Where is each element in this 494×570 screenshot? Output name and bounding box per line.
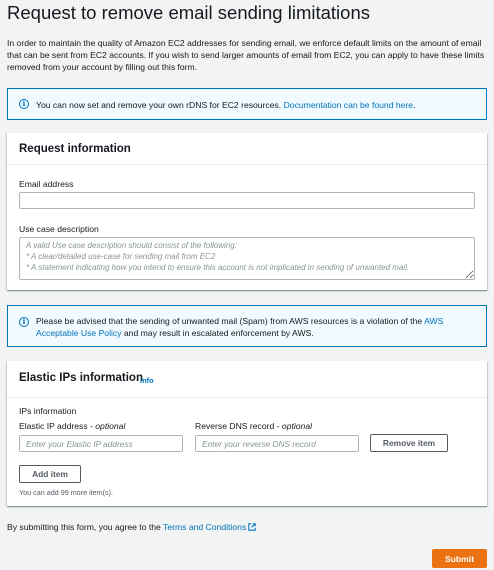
elastic-panel-header	[7, 361, 487, 398]
info-icon: i	[19, 317, 29, 327]
page-title: Request to remove email sending limitations	[7, 2, 370, 23]
elastic-info-link[interactable]: info	[140, 376, 154, 385]
rdns-info-alert	[7, 88, 487, 120]
elastic-ip-label: Elastic IP address - optional	[19, 421, 126, 431]
reverse-dns-label: Reverse DNS record - optional	[195, 421, 313, 431]
email-input[interactable]	[19, 192, 475, 209]
terms-agreement: By submitting this form, you agree to the Terms and Conditions	[7, 522, 256, 532]
use-case-label: Use case description	[19, 224, 99, 234]
request-panel-title: Request information	[19, 143, 131, 155]
info-icon: i	[19, 99, 29, 109]
external-link-icon	[248, 523, 256, 531]
submit-button[interactable]: Submit	[432, 549, 487, 568]
email-label: Email address	[19, 179, 74, 189]
documentation-link[interactable]: Documentation can be found here	[283, 100, 414, 110]
request-information-panel	[7, 133, 487, 290]
spam-alert-text: Please be advised that the sending of unwanted mail (Spam) from AWS resources is a violation of the AWS Acceptable Use Policy and may result in escalated enforcement by AWS.	[36, 316, 444, 338]
rdns-alert-text: You can now set and remove your own rDNS for EC2 resources. Documentation can be found here.	[36, 100, 416, 110]
elastic-ip-input[interactable]	[19, 435, 183, 452]
acceptable-use-policy-link[interactable]: AWS Acceptable Use Policy	[36, 316, 444, 338]
elastic-ips-panel	[7, 361, 487, 506]
add-item-hint: You can add 99 more item(s).	[19, 488, 114, 497]
terms-and-conditions-link[interactable]: Terms and Conditions	[163, 522, 256, 532]
use-case-textarea[interactable]	[19, 237, 475, 280]
intro-paragraph: In order to maintain the quality of Amazon EC2 addresses for sending email, we enforce default limits on the amount of email that can be sent from EC2 accounts. If you wish to send larger amounts of email from EC2, you can apply to have these limits removed from your account by filling out this form.	[7, 38, 485, 73]
reverse-dns-input[interactable]	[195, 435, 359, 452]
ips-information-label: IPs information	[19, 406, 77, 416]
spam-warning-alert	[7, 305, 487, 347]
remove-item-button[interactable]: Remove item	[370, 434, 448, 452]
elastic-panel-title: Elastic IPs information	[19, 372, 143, 384]
add-item-button[interactable]: Add item	[19, 465, 81, 483]
request-panel-header	[7, 133, 487, 165]
